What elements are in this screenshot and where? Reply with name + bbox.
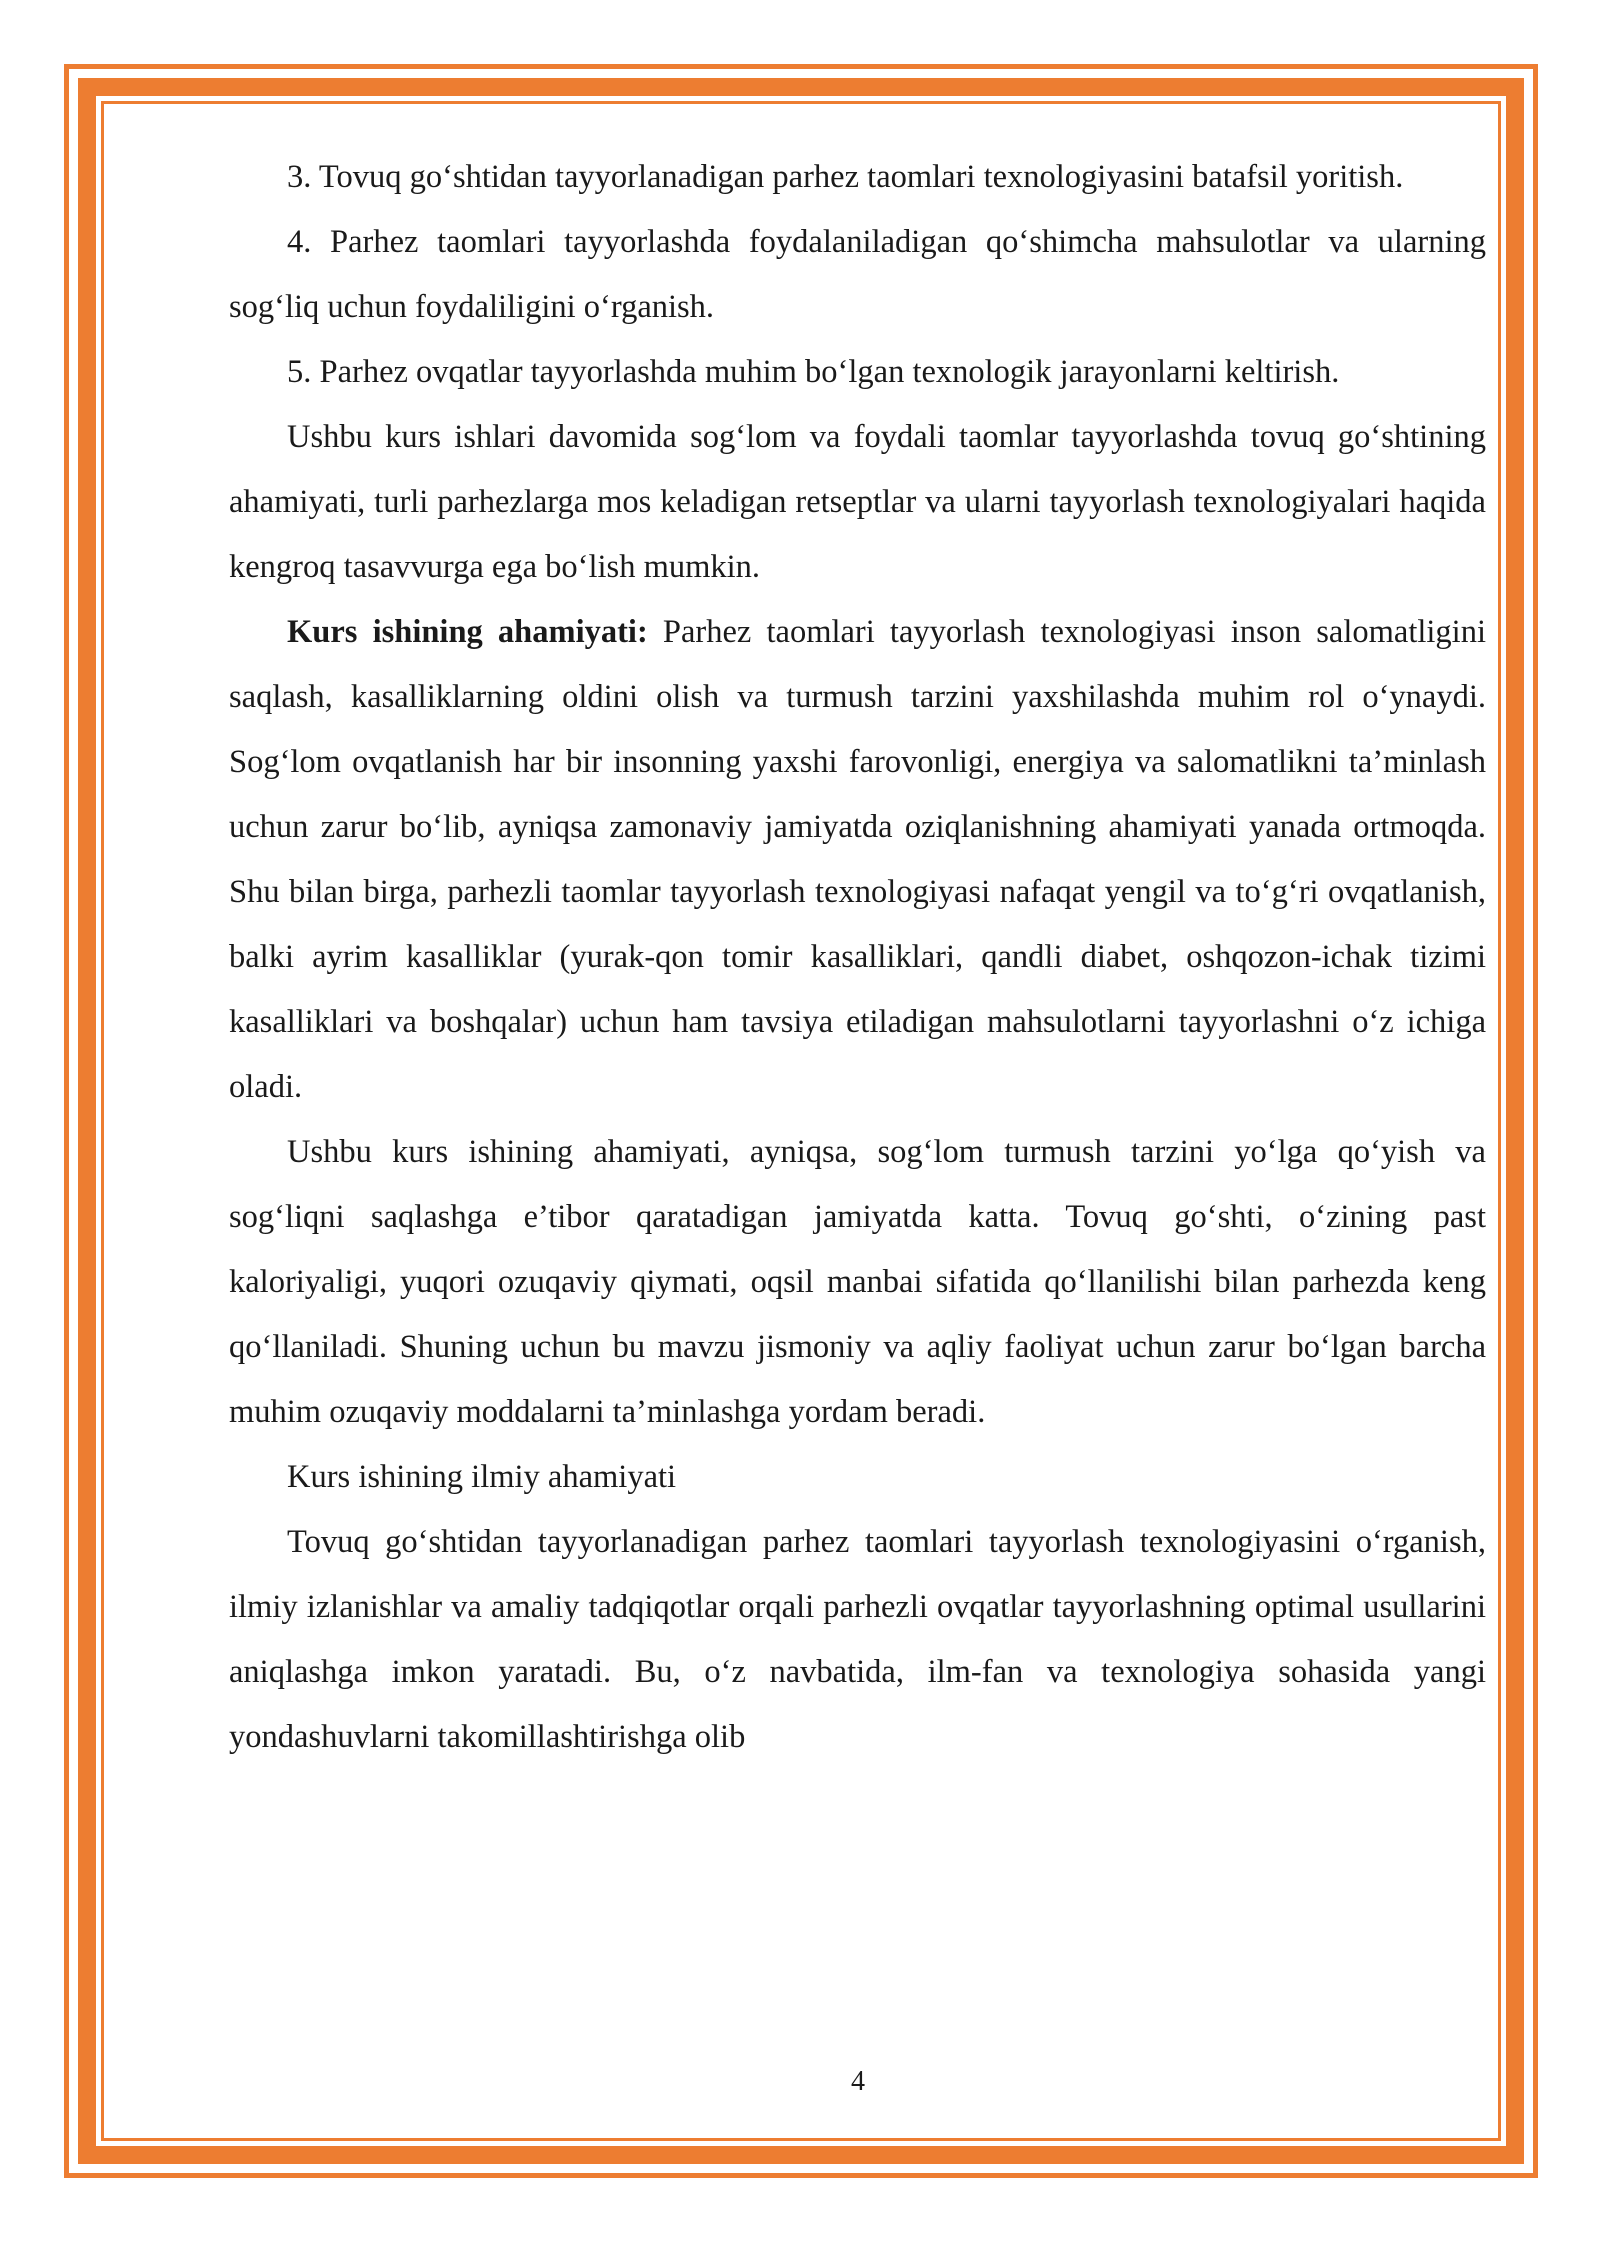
summary-paragraph: Ushbu kurs ishlari davomida sog‘lom va foydali taomlar tayyorlashda tovuq go‘shtining ahamiyati, turli parhezlarga mos keladigan retseptlar va ularni tayyorlash texnologiyalari haqida kengroq tasavvurga ega bo‘lish mumkin. — [229, 419, 1486, 585]
list-item-4: 4. Parhez taomlari tayyorlashda foydalaniladigan qo‘shimcha mahsulotlar va ularning sog‘liq uchun foydaliligini o‘rganish. — [229, 224, 1486, 325]
importance-paragraph — [229, 600, 1486, 1120]
page-number: 4 — [851, 2066, 865, 2097]
importance-body: Parhez taomlari tayyorlash texnologiyasi inson salomatligini saqlash, kasalliklarning oldini olish va turmush tarzini yaxshilashda muhim rol o‘ynaydi. Sog‘lom ovqatlanish har bir insonning yaxshi farovonligi, energiya va salomatlikni ta’minlash uchun zarur bo‘lib, ayniqsa zamonaviy jamiyatda oziqlanishning ahamiyati yanada ortmoqda. Shu bilan birga, parhezli taomlar tayyorlash texnologiyasi nafaqat yengil va to‘g‘ri ovqatlanish, balki ayrim kasalliklar (yurak-qon tomir kasalliklari, qandli diabet, oshqozon-ichak tizimi kasalliklari va boshqalar) uchun ham tavsiya etiladigan mahsulotlarni tayyorlashni o‘z ichiga oladi. — [229, 614, 1486, 1105]
scientific-paragraph: Tovuq go‘shtidan tayyorlanadigan parhez taomlari tayyorlash texnologiyasini o‘rganish, ilmiy izlanishlar va amaliy tadqiqotlar orqali parhezli ovqatlar tayyorlashning optimal usullarini aniqlashga imkon yaratadi. Bu, o‘z navbatida, ilm-fan va texnologiya sohasida yangi yondashuvlarni takomillashtirishga olib — [229, 1524, 1486, 1755]
document-body — [229, 145, 1486, 1770]
importance-paragraph-2: Ushbu kurs ishining ahamiyati, ayniqsa, sog‘lom turmush tarzini yo‘lga qo‘yish va sog‘liqni saqlashga e’tibor qaratadigan jamiyatda katta. Tovuq go‘shti, o‘zining past kaloriyaligi, yuqori ozuqaviy qiymati, oqsil manbai sifatida qo‘llanilishi bilan parhezda keng qo‘llaniladi. Shuning uchun bu mavzu jismoniy va aqliy faoliyat uchun zarur bo‘lgan barcha muhim ozuqaviy moddalarni ta’minlashga yordam beradi. — [229, 1134, 1486, 1430]
list-item-3: 3. Tovuq go‘shtidan tayyorlanadigan parhez taomlari texnologiyasini batafsil yoritish. — [287, 159, 1404, 195]
list-item-5: 5. Parhez ovqatlar tayyorlashda muhim bo‘lgan texnologik jarayonlarni keltirish. — [287, 354, 1340, 390]
importance-heading: Kurs ishining ahamiyati: — [287, 614, 648, 650]
scientific-heading: Kurs ishining ilmiy ahamiyati — [287, 1459, 677, 1495]
